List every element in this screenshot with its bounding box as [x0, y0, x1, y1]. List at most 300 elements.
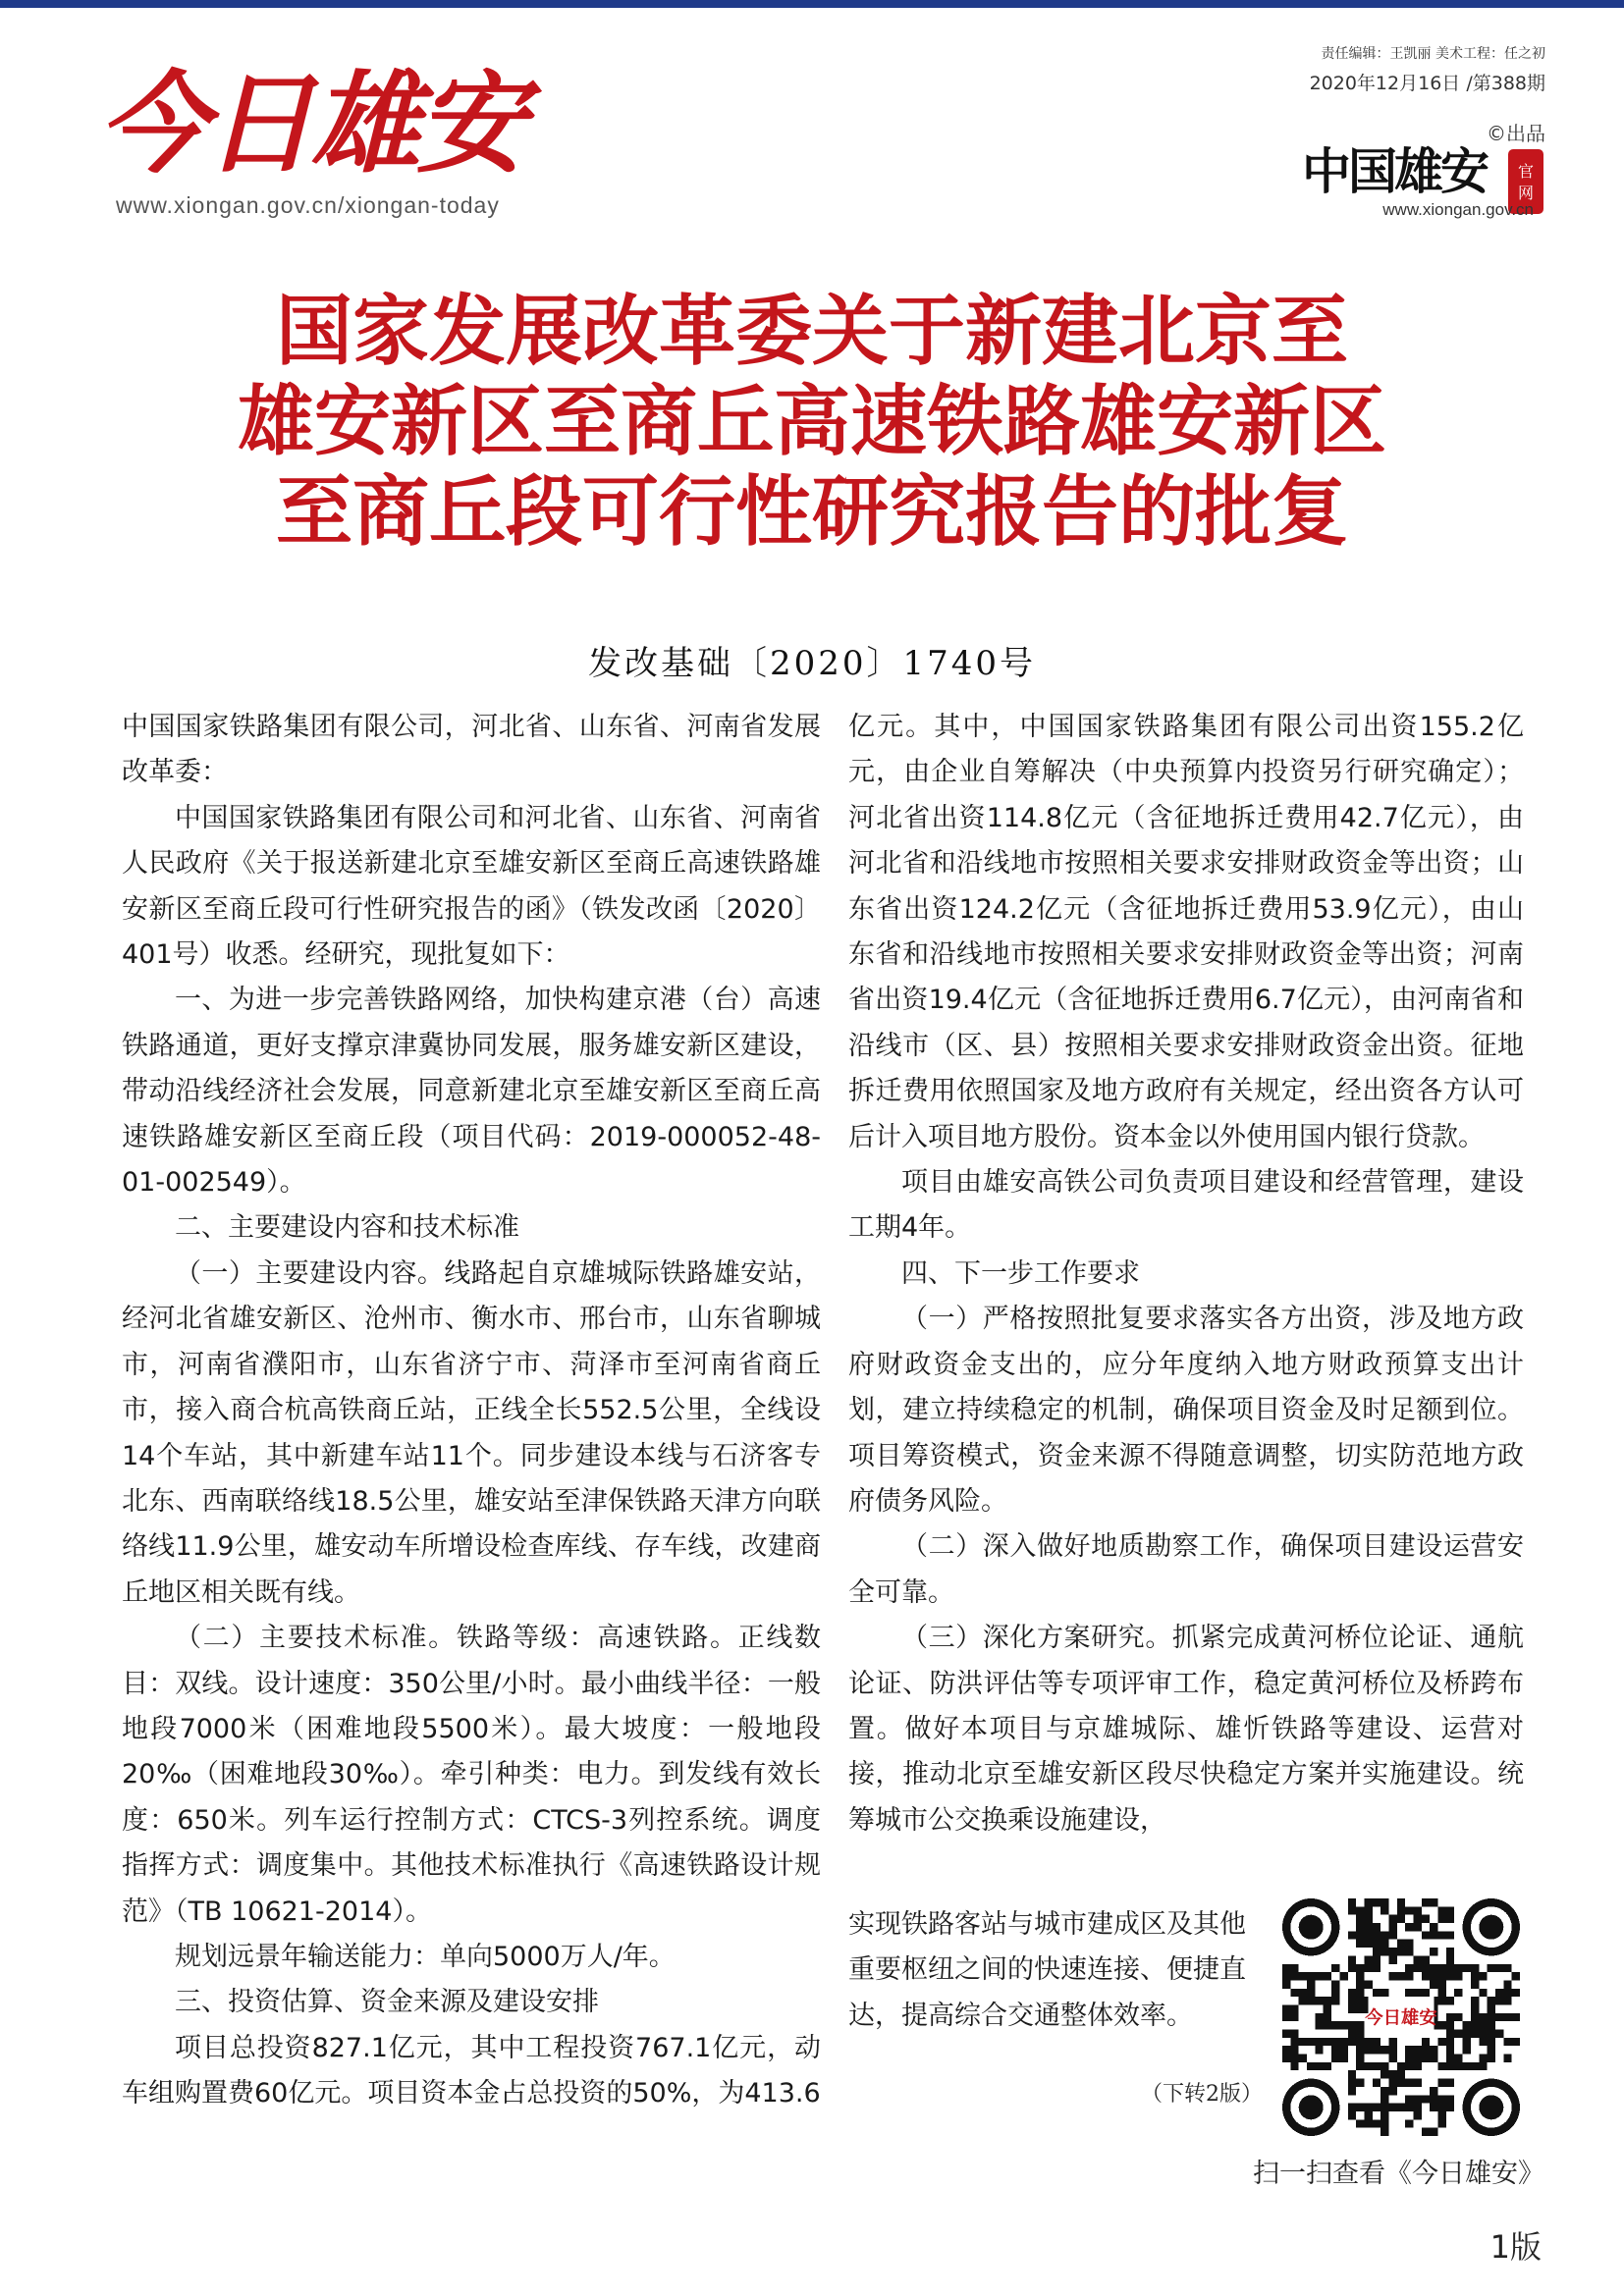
qr-module [1373, 2079, 1380, 2087]
qr-module [1299, 1989, 1307, 1997]
qr-module [1438, 2104, 1446, 2111]
qr-code[interactable] [1282, 1898, 1520, 2136]
qr-module [1282, 2013, 1290, 2021]
qr-module [1454, 1964, 1462, 1972]
qr-module [1430, 2055, 1437, 2062]
section-heading: 三、投资估算、资金来源及建设安排 [175, 1987, 599, 2018]
qr-module [1348, 2087, 1356, 2095]
qr-module [1422, 1955, 1430, 1963]
qr-module [1405, 2119, 1413, 2127]
qr-module [1364, 2111, 1372, 2119]
qr-module [1373, 2038, 1380, 2046]
qr-module [1495, 1989, 1503, 1997]
qr-module [1331, 1964, 1339, 1972]
qr-module [1430, 1980, 1437, 1988]
qr-module [1324, 2062, 1331, 2070]
qr-module [1356, 1906, 1364, 1914]
qr-module [1307, 2038, 1315, 2046]
qr-module [1282, 1964, 1290, 1972]
qr-module [1438, 1972, 1446, 1980]
qr-module [1290, 2013, 1298, 2021]
qr-module [1380, 1898, 1388, 1906]
qr-module [1324, 1997, 1331, 2004]
qr-module [1356, 1964, 1364, 1972]
qr-module [1364, 1915, 1372, 1923]
qr-module [1405, 2046, 1413, 2054]
qr-module [1364, 1898, 1372, 1906]
publisher-logo: 中国雄安 [1302, 142, 1487, 200]
qr-module [1348, 2038, 1356, 2046]
qr-module [1446, 1964, 1454, 1972]
qr-module [1282, 2046, 1290, 2054]
qr-module [1282, 2055, 1290, 2062]
qr-module [1380, 2046, 1388, 2054]
qr-module [1373, 1931, 1380, 1939]
qr-module [1397, 1915, 1405, 1923]
qr-module [1397, 1898, 1405, 1906]
qr-module [1471, 2062, 1479, 2070]
qr-module [1479, 2021, 1487, 2029]
qr-module [1503, 1989, 1511, 1997]
qr-module [1479, 2055, 1487, 2062]
qr-module [1348, 2021, 1356, 2029]
top-accent-bar [0, 0, 1624, 8]
qr-module [1479, 1989, 1487, 1997]
qr-module [1471, 2030, 1479, 2038]
qr-module [1356, 1989, 1364, 1997]
qr-module [1348, 2004, 1356, 2012]
qr-module [1438, 2038, 1446, 2046]
qr-module [1299, 2055, 1307, 2062]
qr-module [1438, 1906, 1446, 1914]
qr-module [1356, 1940, 1364, 1948]
qr-module [1503, 1980, 1511, 1988]
qr-module [1488, 2038, 1495, 2046]
qr-module [1414, 2046, 1422, 2054]
qr-module [1282, 2030, 1290, 2038]
qr-module [1430, 1964, 1437, 1972]
qr-module [1307, 1997, 1315, 2004]
qr-module [1348, 2111, 1356, 2119]
qr-module [1488, 2004, 1495, 2012]
qr-module [1380, 2070, 1388, 2078]
title-line: 至商丘段可行性研究报告的批复 [275, 467, 1348, 557]
qr-module [1446, 1948, 1454, 1955]
qr-module [1479, 2013, 1487, 2021]
qr-module [1282, 1980, 1290, 1988]
qr-module [1315, 1972, 1323, 1980]
qr-module [1405, 1972, 1413, 1980]
qr-module [1488, 1997, 1495, 2004]
qr-module [1422, 2038, 1430, 2046]
qr-module [1488, 2046, 1495, 2054]
qr-module [1414, 2079, 1422, 2087]
qr-module [1397, 2079, 1405, 2087]
qr-module [1324, 1972, 1331, 1980]
qr-module [1471, 1964, 1479, 1972]
qr-module [1356, 2062, 1364, 2070]
qr-module [1446, 1931, 1454, 1939]
qr-module [1373, 2046, 1380, 2054]
document-number: 发改基础〔2020〕1740号 [587, 644, 1037, 683]
qr-module [1454, 2030, 1462, 2038]
qr-module [1430, 2087, 1437, 2095]
qr-module [1503, 1997, 1511, 2004]
qr-module [1388, 2104, 1396, 2111]
qr-module [1388, 1915, 1396, 1923]
qr-module [1290, 2030, 1298, 2038]
qr-module [1512, 2013, 1520, 2021]
qr-module [1405, 1964, 1413, 1972]
qr-module [1422, 1989, 1430, 1997]
qr-module [1438, 2062, 1446, 2070]
qr-module [1348, 2030, 1356, 2038]
paragraph: 项目总投资827.1亿元，其中工程投资767.1亿元，动车组购置费60亿元。项目资本金占总投资的50%，为413.6 [122, 2032, 821, 2109]
qr-module [1364, 2062, 1372, 2070]
qr-module [1348, 1955, 1356, 1963]
qr-module [1364, 1940, 1372, 1948]
qr-module [1380, 1989, 1388, 1997]
qr-module [1438, 2119, 1446, 2127]
qr-module [1397, 1948, 1405, 1955]
qr-module [1438, 1980, 1446, 1988]
qr-module [1364, 2038, 1372, 2046]
qr-module [1488, 2013, 1495, 2021]
qr-module [1422, 1931, 1430, 1939]
qr-module [1356, 1980, 1364, 1988]
qr-module [1414, 2111, 1422, 2119]
qr-module [1356, 2038, 1364, 2046]
site-url[interactable]: www.xiongan.gov.cn/xiongan-today [116, 192, 500, 218]
qr-module [1348, 2079, 1356, 2087]
qr-module [1331, 1989, 1339, 1997]
qr-module [1364, 2046, 1372, 2054]
qr-module [1397, 1972, 1405, 1980]
qr-module [1373, 1898, 1380, 1906]
paragraph: （二）主要技术标准。铁路等级：高速铁路。正线数目：双线。设计速度：350公里/小时。最小曲线半径：一般地段7000米（困难地段5500米）。最大坡度：一般地段20‰（困难地段30‰）。牵引种类：电力。到发线有效长度：650米。列车运行控制方式：CTCS-3列控系统。调度指挥方式：调度集中。其他技术标准执行《高速铁路设计规范》（TB 10621-2014）。 [122, 1623, 821, 1927]
qr-module [1471, 2021, 1479, 2029]
qr-module [1373, 1964, 1380, 1972]
seal-text: 官 [1517, 162, 1535, 181]
qr-module [1454, 2013, 1462, 2021]
qr-module [1430, 1948, 1437, 1955]
qr-module [1397, 1906, 1405, 1914]
qr-module [1405, 2104, 1413, 2111]
qr-module [1380, 1940, 1388, 1948]
qr-module [1380, 2111, 1388, 2119]
qr-module [1307, 2062, 1315, 2070]
qr-module [1446, 2013, 1454, 2021]
qr-module [1290, 1989, 1298, 1997]
publisher-url[interactable]: www.xiongan.gov.cn [1382, 200, 1534, 219]
qr-module [1356, 2104, 1364, 2111]
qr-module [1446, 2104, 1454, 2111]
qr-module [1356, 1923, 1364, 1931]
qr-module [1422, 1898, 1430, 1906]
qr-module [1373, 2119, 1380, 2127]
qr-module [1430, 1972, 1437, 1980]
qr-module [1348, 2104, 1356, 2111]
qr-module [1307, 1972, 1315, 1980]
qr-module [1331, 2021, 1339, 2029]
qr-module [1503, 1964, 1511, 1972]
qr-module [1446, 2062, 1454, 2070]
qr-module [1348, 1931, 1356, 1939]
qr-module [1471, 1997, 1479, 2004]
qr-module [1364, 1931, 1372, 1939]
qr-module [1356, 2021, 1364, 2029]
qr-module [1290, 2055, 1298, 2062]
qr-module [1356, 2046, 1364, 2054]
paragraph: 一、为进一步完善铁路网络，加快构建京港（台）高速铁路通道，更好支撑京津冀协同发展，服务雄安新区建设，带动沿线经济社会发展，同意新建北京至雄安新区至商丘高速铁路雄安新区至商丘段（项目代码：2019-000052-48-01-002549）。 [122, 985, 821, 1199]
qr-module [1299, 1972, 1307, 1980]
qr-module [1356, 2055, 1364, 2062]
qr-module [1446, 2046, 1454, 2054]
qr-module [1438, 1964, 1446, 1972]
qr-module [1414, 1915, 1422, 1923]
qr-module [1373, 1955, 1380, 1963]
qr-module [1446, 2055, 1454, 2062]
title-line: 国家发展改革委关于新建北京至 [275, 287, 1348, 376]
qr-module [1315, 2038, 1323, 2046]
qr-module [1282, 2004, 1290, 2012]
qr-module [1380, 2062, 1388, 2070]
qr-module [1414, 2055, 1422, 2062]
qr-module [1430, 1923, 1437, 1931]
qr-module [1414, 1955, 1422, 1963]
qr-module [1414, 1964, 1422, 1972]
qr-module [1356, 1915, 1364, 1923]
qr-module [1414, 1989, 1422, 1997]
qr-module [1356, 1931, 1364, 1939]
qr-module [1446, 2079, 1454, 2087]
qr-module [1348, 1898, 1356, 1906]
qr-module [1356, 2119, 1364, 2127]
qr-module [1364, 2119, 1372, 2127]
qr-module [1463, 1964, 1471, 1972]
paragraph: （二）深入做好地质勘察工作，确保项目建设运营安全可靠。 [848, 1531, 1524, 1608]
qr-module [1471, 1980, 1479, 1988]
qr-module [1339, 2021, 1347, 2029]
qr-module [1348, 2070, 1356, 2078]
qr-module [1356, 2004, 1364, 2012]
qr-module [1397, 2062, 1405, 2070]
qr-module [1422, 1964, 1430, 1972]
qr-module [1290, 1972, 1298, 1980]
qr-module [1307, 1980, 1315, 1988]
qr-module [1282, 1972, 1290, 1980]
qr-module [1324, 2021, 1331, 2029]
qr-module [1373, 1923, 1380, 1931]
editor-credits: 责任编辑：王凯丽 美术工程：任之初 [1321, 46, 1545, 62]
qr-module [1331, 1980, 1339, 1988]
qr-module [1373, 2104, 1380, 2111]
qr-module [1290, 2004, 1298, 2012]
qr-module [1479, 2062, 1487, 2070]
qr-module [1463, 2021, 1471, 2029]
qr-module [1503, 2038, 1511, 2046]
qr-module [1339, 2055, 1347, 2062]
qr-module [1438, 1915, 1446, 1923]
qr-module [1364, 1906, 1372, 1914]
qr-module [1324, 2038, 1331, 2046]
qr-module [1388, 2038, 1396, 2046]
paragraph: 项目由雄安高铁公司负责项目建设和经营管理，建设工期4年。 [848, 1167, 1524, 1244]
qr-module [1380, 2104, 1388, 2111]
qr-module [1495, 1997, 1503, 2004]
qr-module [1414, 2104, 1422, 2111]
qr-module [1373, 1940, 1380, 1948]
qr-module [1373, 1948, 1380, 1955]
qr-module [1315, 2046, 1323, 2054]
qr-module [1348, 1989, 1356, 1997]
qr-module [1488, 2021, 1495, 2029]
paragraph: 规划远景年输送能力：单向5000万人/年。 [175, 1941, 676, 1972]
qr-module [1463, 2030, 1471, 2038]
wrap-around-text [848, 1902, 1271, 2039]
qr-module [1364, 1955, 1372, 1963]
qr-module [1446, 2038, 1454, 2046]
qr-module [1331, 1997, 1339, 2004]
qr-module [1446, 2030, 1454, 2038]
qr-module [1495, 1964, 1503, 1972]
qr-caption: 扫一扫查看《今日雄安》 [1253, 2159, 1544, 2189]
section-heading: 二、主要建设内容和技术标准 [175, 1212, 519, 1244]
masthead-logo: 今日雄安 [98, 60, 522, 188]
qr-module [1380, 2095, 1388, 2103]
qr-module [1405, 1989, 1413, 1997]
article-title [88, 287, 1536, 558]
page-number: 1版 [1489, 2228, 1542, 2266]
qr-module [1430, 2104, 1437, 2111]
paragraph: 亿元。其中，中国国家铁路集团有限公司出资155.2亿元，由企业自筹解决（中央预算内投资另行研究确定）；河北省出资114.8亿元（含征地拆迁费用42.7亿元），由河北省和沿线地市按照相关要求安排财政资金等出资；山东省出资124.2亿元（含征地拆迁费用53.9亿元），由山东省和沿线地市按照相关要求安排财政资金等出资；河南省出资19.4亿元（含征地拆迁费用6.7亿元），由河南省和沿线市（区、县）按照相关要求安排财政资金出资。征地拆迁费用依照国家及地方政府有关规定，经出资各方认可后计入项目地方股份。资本金以外使用国内银行贷款。 [848, 712, 1524, 1152]
qr-module [1495, 2013, 1503, 2021]
qr-module [1414, 2062, 1422, 2070]
paragraph: （一）主要建设内容。线路起自京雄城际铁路雄安站，经河北省雄安新区、沧州市、衡水市、邢台市，山东省聊城市，河南省濮阳市，山东省济宁市、菏泽市至河南省商丘市，接入商合杭高铁商丘站，正线全长552.5公里，全线设14个车站，其中新建车站11个。同步建设本线与石济客专北东、西南联络线18.5公里，雄安站至津保铁路天津方向联络线11.9公里，雄安动车所增设检查库线、存车线，改建商丘地区相关既有线。 [122, 1257, 821, 1608]
paragraph: 中国国家铁路集团有限公司和河北省、山东省、河南省人民政府《关于报送新建北京至雄安新区至商丘高速铁路雄安新区至商丘段可行性研究报告的函》（铁发改函〔2020〕401号）收悉。经研究，现批复如下： [122, 802, 821, 971]
qr-module [1290, 2038, 1298, 2046]
qr-module [1331, 2038, 1339, 2046]
qr-module [1503, 2013, 1511, 2021]
paragraph: （三）深化方案研究。抓紧完成黄河桥位论证、通航论证、防洪评估等专项评审工作，稳定黄河桥位及桥跨布置。做好本项目与京雄城际、雄忻铁路等建设、运营对接，推动北京至雄安新区段尽快稳定方案并实施建设。统筹城市公交换乘设施建设， [848, 1623, 1524, 1836]
qr-module [1446, 1915, 1454, 1923]
left-column [122, 705, 821, 2117]
qr-module [1488, 2030, 1495, 2038]
qr-module [1422, 2046, 1430, 2054]
qr-module [1397, 1940, 1405, 1948]
qr-module [1307, 1989, 1315, 1997]
qr-module [1438, 1989, 1446, 1997]
qr-module [1503, 2055, 1511, 2062]
qr-module [1488, 1964, 1495, 1972]
qr-module [1331, 2046, 1339, 2054]
qr-module [1422, 2095, 1430, 2103]
qr-module [1405, 1906, 1413, 1914]
qr-module [1290, 2046, 1298, 2054]
qr-module [1299, 2038, 1307, 2046]
qr-module [1463, 2038, 1471, 2046]
qr-center-label: 今日雄安 [1365, 2007, 1437, 2029]
qr-module [1290, 1964, 1298, 1972]
qr-module [1405, 1948, 1413, 1955]
qr-module [1422, 1972, 1430, 1980]
qr-module [1495, 2030, 1503, 2038]
qr-module [1405, 2095, 1413, 2103]
qr-module [1315, 2021, 1323, 2029]
qr-module [1324, 2004, 1331, 2012]
qr-module [1380, 1906, 1388, 1914]
svg-text:网: 网 [1517, 184, 1535, 202]
qr-module [1373, 2062, 1380, 2070]
qr-module [1438, 1997, 1446, 2004]
qr-module [1454, 1972, 1462, 1980]
qr-module [1348, 1906, 1356, 1914]
continued-note: （下转2版） [1141, 2082, 1263, 2107]
qr-module [1356, 1972, 1364, 1980]
qr-module [1405, 2055, 1413, 2062]
qr-module [1405, 1923, 1413, 1931]
qr-module [1299, 1997, 1307, 2004]
qr-module [1356, 2030, 1364, 2038]
qr-module [1380, 1931, 1388, 1939]
qr-module [1430, 2128, 1437, 2136]
right-column [848, 705, 1524, 1843]
qr-module [1380, 1948, 1388, 1955]
qr-module [1479, 1972, 1487, 1980]
paragraph: 中国国家铁路集团有限公司，河北省、山东省、河南省发展改革委： [122, 712, 821, 788]
qr-module [1430, 1931, 1437, 1939]
qr-module [1438, 2079, 1446, 2087]
qr-module [1388, 1923, 1396, 1931]
qr-module [1454, 2062, 1462, 2070]
qr-module [1422, 2055, 1430, 2062]
qr-module [1430, 2046, 1437, 2054]
qr-module [1364, 1980, 1372, 1988]
qr-module [1315, 1997, 1323, 2004]
qr-module [1488, 2055, 1495, 2062]
qr-module [1324, 2013, 1331, 2021]
qr-module [1388, 1931, 1396, 1939]
title-line: 雄安新区至商丘高速铁路雄安新区 [237, 377, 1386, 466]
qr-module [1422, 2128, 1430, 2136]
qr-module [1388, 1955, 1396, 1963]
qr-module [1405, 2079, 1413, 2087]
qr-module [1430, 2095, 1437, 2103]
qr-module [1380, 2119, 1388, 2127]
qr-module [1454, 1989, 1462, 1997]
qr-module [1388, 2070, 1396, 2078]
paragraph: 实现铁路客站与城市建成区及其他重要枢纽之间的快速连接、便捷直达，提高综合交通整体效率。 [848, 1909, 1246, 2031]
qr-module [1380, 2128, 1388, 2136]
qr-module [1364, 2104, 1372, 2111]
qr-module [1356, 1997, 1364, 2004]
qr-module [1471, 2013, 1479, 2021]
qr-module [1463, 2046, 1471, 2054]
qr-module [1438, 1931, 1446, 1939]
qr-module [1463, 2062, 1471, 2070]
qr-module [1430, 1898, 1437, 1906]
qr-module [1339, 2046, 1347, 2054]
qr-module [1446, 2095, 1454, 2103]
qr-module [1405, 2062, 1413, 2070]
qr-module [1454, 2055, 1462, 2062]
qr-module [1315, 2062, 1323, 2070]
qr-module [1446, 1972, 1454, 1980]
qr-module [1388, 2079, 1396, 2087]
qr-module [1512, 2038, 1520, 2046]
qr-module [1388, 2055, 1396, 2062]
qr-module [1414, 2095, 1422, 2103]
